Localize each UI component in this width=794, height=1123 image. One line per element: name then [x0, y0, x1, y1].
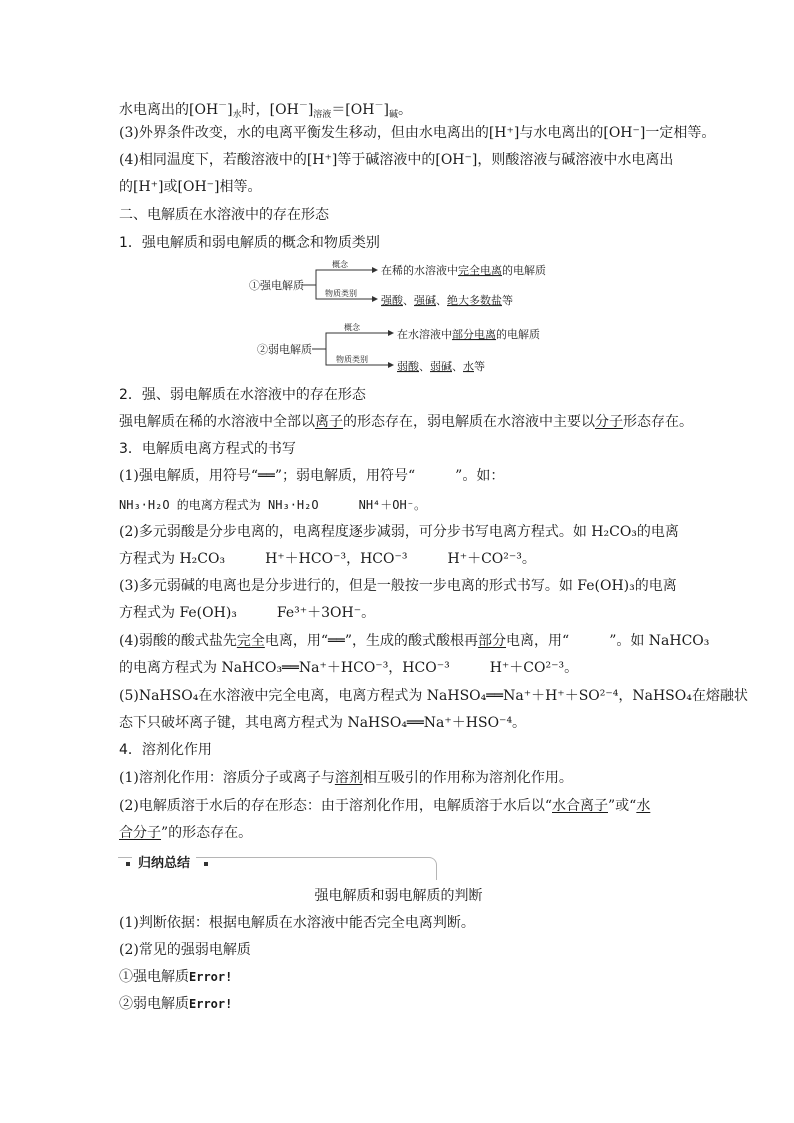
equation-rule-4 [119, 632, 710, 650]
summary-point-1: (1)判断依据：根据电解质在水溶液中能否完全电离判断。 [119, 915, 475, 931]
point-4-cont: 的[H⁺]或[OH⁻]相等。 [119, 179, 262, 195]
text-segment: NH⁴＋OH⁻。 [358, 498, 426, 512]
underline-answer: 弱酸 [397, 360, 419, 373]
solvation-form-cont [119, 824, 678, 842]
feoh3-equation [119, 604, 678, 622]
underline-answer: 强酸 [381, 294, 403, 307]
text-segment: 电离，用“ [506, 633, 570, 649]
decor-dot [204, 862, 208, 866]
text-segment: 方程式为 Fe(OH)₃ [119, 605, 237, 621]
text-segment: 相互吸引的作用称为溶剂化作用。 [362, 770, 573, 786]
text-segment: ”。如 NaHCO₃ [609, 633, 710, 649]
diagram-concept-label: 概念 [332, 260, 348, 269]
text-segment: 的电解质 [502, 264, 546, 277]
text-segment: 的电离方程式为 NaHCO₃══Na⁺＋HCO⁻³，HCO⁻³ [119, 660, 450, 676]
text-segment: 在水溶液中 [397, 328, 452, 341]
solvation-form [119, 797, 678, 815]
underline-answer: 部分电离 [452, 328, 496, 341]
strong-concept-text [381, 263, 546, 277]
weak-concept-text [397, 327, 540, 341]
summary-title: 强电解质和弱电解质的判断 [314, 888, 483, 904]
strong-category-text [381, 293, 513, 307]
text-segment: 。 [397, 102, 412, 118]
text-segment: 的电解质 [496, 328, 540, 341]
electrolyte-classification-diagram [240, 258, 560, 378]
underline-answer: 合分子 [119, 825, 161, 841]
diagram-strong-label: ①强电解质 [249, 279, 304, 292]
text-segment: ”或“ [608, 798, 637, 814]
text-segment: 的形态存在，弱电解质在水溶液中主要以 [343, 414, 595, 430]
text-segment: (1)溶剂化作用：溶质分子或离子与 [119, 770, 335, 786]
text-segment: ] [383, 102, 389, 118]
subheading-2: 2．强、弱电解质在水溶液中的存在形态 [119, 387, 366, 403]
underline-answer: 完全电离 [458, 264, 502, 277]
weak-category-text [397, 359, 485, 373]
equation-rule-2: (2)多元弱酸是分步电离的，电离程度逐步减弱，可分步书写电离方程式。如 H₂CO₃的电离 [119, 524, 679, 540]
underline-answer: 分子 [595, 414, 623, 430]
text-segment: 在稀的水溶液中 [381, 264, 458, 277]
nh3-equation [119, 496, 678, 514]
equation-rule-5: (5)NaHSO₄在水溶液中完全电离，电离方程式为 NaHSO₄══Na⁺＋H⁺＋SO²⁻⁴，NaHSO₄在熔融状 [119, 688, 748, 704]
water-ionization-line: 水电离出的$[OH^-]_水$时，$[OH^-]_{溶液}=[OH^-]_碱$。 [119, 101, 412, 120]
text-segment: ] [227, 102, 233, 118]
nahco3-equation [119, 659, 678, 677]
text-segment: 、 [403, 294, 414, 307]
text-segment: 等 [474, 360, 485, 373]
text-segment: 、 [436, 294, 447, 307]
summary-strong [119, 968, 678, 986]
diagram-concept-label: 概念 [344, 323, 360, 332]
diagram-category-label: 物质类别 [336, 355, 368, 364]
underline-answer: 强碱 [414, 294, 436, 307]
summary-point-2: (2)常见的强弱电解质 [119, 942, 251, 958]
underline-answer: 部分 [478, 633, 507, 649]
text-segment: 、 [419, 360, 430, 373]
text-segment: ”。如： [455, 468, 505, 484]
subheading-3: 3．电解质电离方程式的书写 [119, 441, 296, 457]
section-heading: 二、电解质在水溶液中的存在形态 [119, 207, 329, 223]
equation-rule-3: (3)多元弱碱的电离也是分步进行的，但是一般按一步电离的形式书写。如 Fe(OH)₃的电离 [119, 578, 677, 594]
text-segment: ①强电解质 [119, 969, 189, 985]
point-3: (3)外界条件改变，水的电离平衡发生移动，但由水电离出的[H⁺]与水电离出的[OH⁻]一定相等。 [119, 125, 716, 141]
subscript: 碱 [388, 110, 398, 120]
point-4: (4)相同温度下，若酸溶液中的[H⁺]等于碱溶液中的[OH⁻]，则酸溶液与碱溶液中水电离出 [119, 152, 674, 168]
text-segment: ②弱电解质 [119, 996, 189, 1012]
diagram-category-label: 物质类别 [325, 289, 357, 298]
subheading-4: 4．溶剂化作用 [119, 742, 212, 758]
error-text: Error! [189, 997, 233, 1011]
text-segment: 、 [452, 360, 463, 373]
underline-answer: 水合离子 [552, 798, 608, 814]
subscript: 溶液 [313, 110, 332, 120]
text-segment: H⁺＋CO²⁻³。 [489, 660, 579, 676]
h2co3-equation [119, 550, 678, 568]
underline-answer: 水 [636, 798, 651, 814]
text-segment: ＝[OH [331, 102, 375, 118]
text-segment: Fe³⁺＋3OH⁻。 [276, 605, 376, 621]
subheading-1: 1．强电解质和弱电解质的概念和物质类别 [119, 235, 380, 251]
text-segment: (2)电解质溶于水后的存在形态：由于溶剂化作用，电解质溶于水后以“ [119, 798, 552, 814]
solvation-definition [119, 769, 678, 787]
diagram-weak-label: ②弱电解质 [257, 343, 312, 356]
summary-weak [119, 995, 678, 1013]
text-segment: NH₃·H₂O 的电离方程式为 NH₃·H₂O [119, 498, 319, 512]
underline-answer: 绝大多数盐 [447, 294, 502, 307]
underline-answer: 完全 [236, 633, 265, 649]
text-segment: 强电解质在稀的水溶液中全部以 [119, 414, 315, 430]
summary-label: 归纳总结 [132, 852, 196, 871]
text-segment: 电离，用“══”，生成的酸式酸根再 [264, 633, 479, 649]
text-segment: ”的形态存在。 [161, 825, 253, 841]
existence-form-paragraph [119, 413, 693, 431]
text-segment: 方程式为 H₂CO₃ [119, 551, 226, 567]
underline-answer: 弱碱 [430, 360, 452, 373]
text-segment: ] [307, 102, 314, 118]
text-segment: (4)弱酸的酸式盐先 [119, 633, 237, 649]
text-segment: 等 [502, 294, 513, 307]
text-segment: H⁺＋CO²⁻³。 [447, 551, 536, 567]
text-segment: (1)强电解质，用符号“══”；弱电解质，用符号“ [119, 468, 416, 484]
text-segment: H⁺＋HCO⁻³，HCO⁻³ [265, 551, 408, 567]
text-segment: 形态存在。 [623, 414, 693, 430]
error-text: Error! [189, 970, 233, 984]
underline-answer: 溶剂 [334, 770, 363, 786]
subscript: 水 [232, 110, 242, 120]
underline-answer: 水 [463, 360, 474, 373]
text-segment: 水电离出的[OH [119, 102, 219, 118]
underline-answer: 离子 [315, 414, 343, 430]
nahso4-melt-equation: 态下只破坏离子键，其电离方程式为 NaHSO₄══Na⁺＋HSO⁻⁴。 [119, 715, 527, 731]
equation-rule-1 [119, 467, 678, 485]
text-segment: 时，[OH [241, 102, 299, 118]
decor-dot [126, 862, 130, 866]
